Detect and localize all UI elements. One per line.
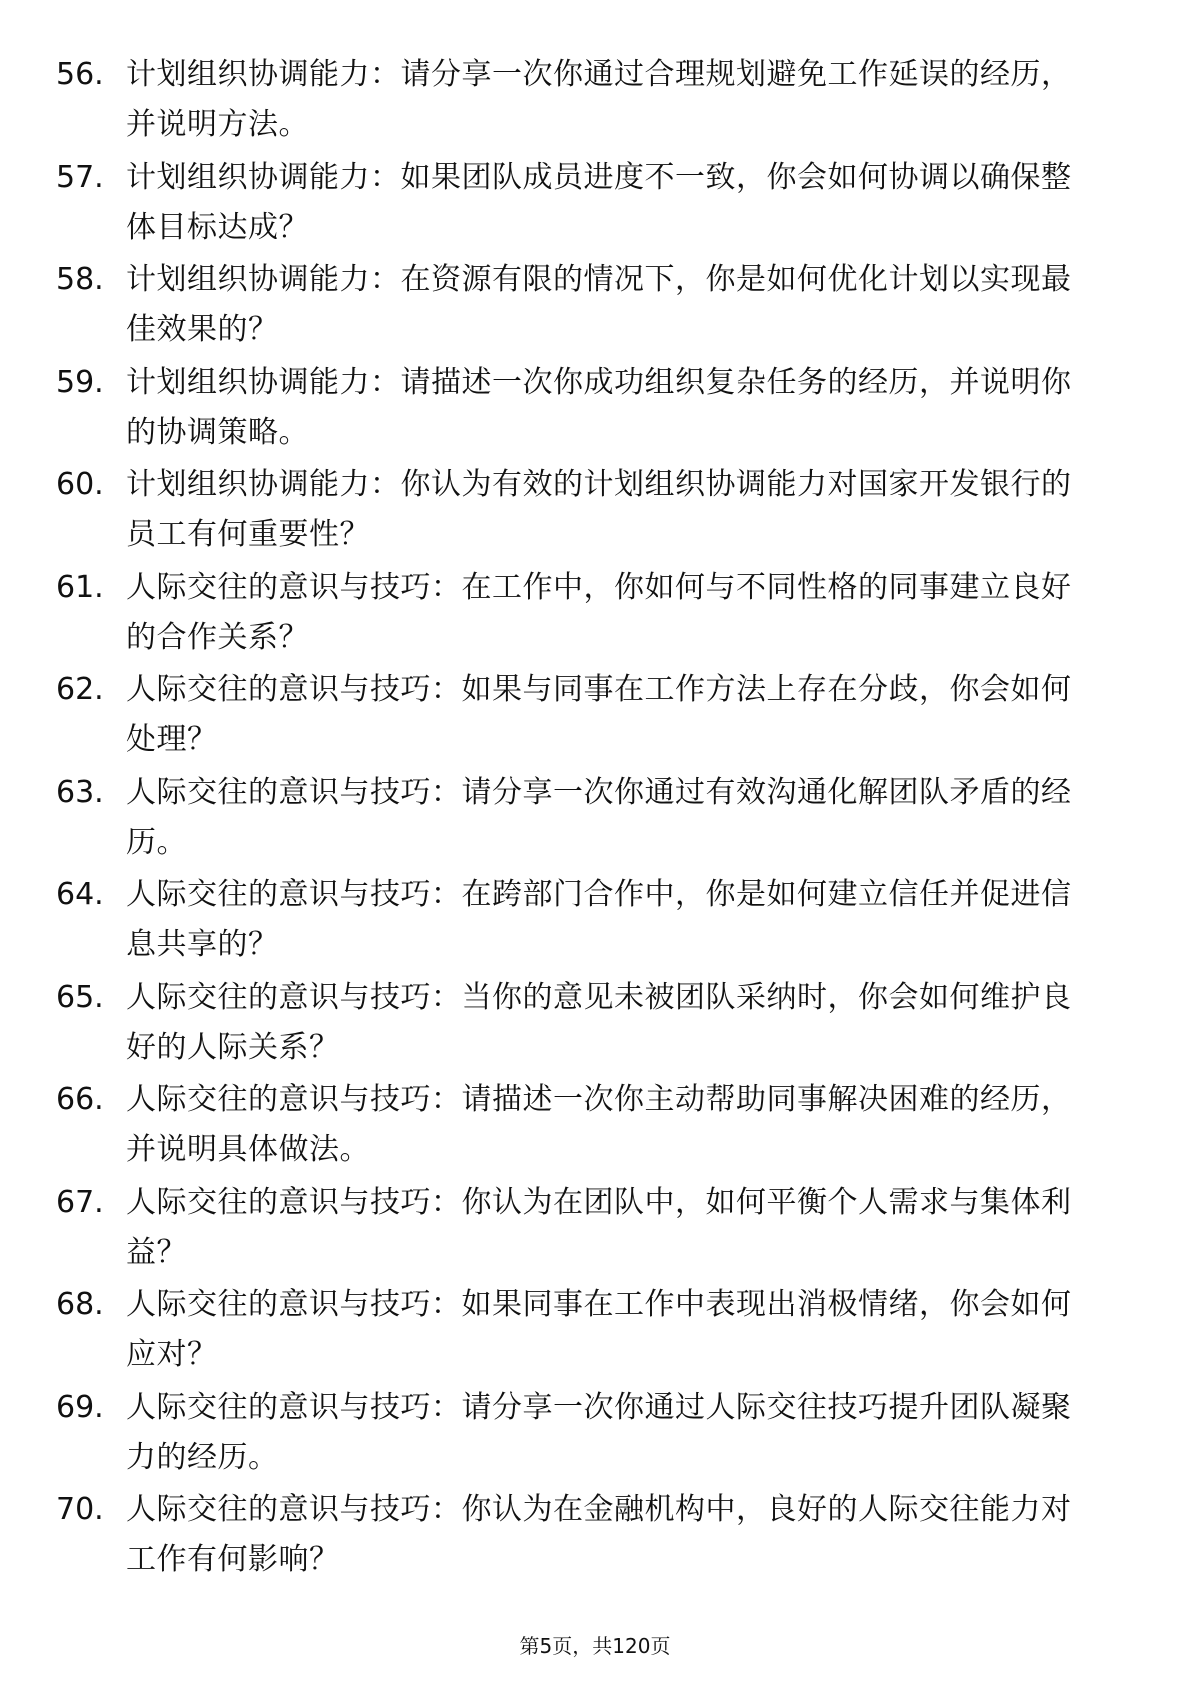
question-text: 人际交往的意识与技巧：如果同事在工作中表现出消极情绪，你会如何应对？ bbox=[126, 1287, 1072, 1372]
list-item bbox=[56, 460, 1116, 563]
list-item bbox=[56, 153, 1116, 256]
list-item bbox=[56, 1280, 1116, 1383]
question-number: 68. bbox=[56, 1287, 104, 1322]
question-text: 计划组织协调能力：在资源有限的情况下，你是如何优化计划以实现最佳效果的？ bbox=[126, 262, 1072, 347]
question-number: 62. bbox=[56, 672, 104, 707]
question-text: 计划组织协调能力：你认为有效的计划组织协调能力对国家开发银行的员工有何重要性？ bbox=[126, 467, 1072, 552]
list-item bbox=[56, 1383, 1116, 1486]
question-text: 人际交往的意识与技巧：在跨部门合作中，你是如何建立信任并促进信息共享的？ bbox=[126, 877, 1072, 962]
list-item bbox=[56, 255, 1116, 358]
question-number: 70. bbox=[56, 1492, 104, 1527]
question-number: 58. bbox=[56, 262, 104, 297]
question-text: 人际交往的意识与技巧：请分享一次你通过人际交往技巧提升团队凝聚力的经历。 bbox=[126, 1389, 1072, 1475]
question-number: 56. bbox=[56, 57, 104, 92]
question-text: 人际交往的意识与技巧：请分享一次你通过有效沟通化解团队矛盾的经历。 bbox=[126, 774, 1072, 860]
list-item bbox=[56, 870, 1116, 973]
question-number: 64. bbox=[56, 877, 104, 912]
question-text: 人际交往的意识与技巧：在工作中，你如何与不同性格的同事建立良好的合作关系？ bbox=[126, 569, 1072, 655]
question-number: 59. bbox=[56, 364, 104, 400]
question-text: 人际交往的意识与技巧：你认为在团队中，如何平衡个人需求与集体利益？ bbox=[126, 1184, 1072, 1270]
question-number: 67. bbox=[56, 1184, 104, 1220]
page-footer: 第5页，共120页 bbox=[519, 1634, 671, 1658]
question-number: 63. bbox=[56, 774, 104, 810]
question-text: 人际交往的意识与技巧：当你的意见未被团队采纳时，你会如何维护良好的人际关系？ bbox=[126, 979, 1072, 1065]
list-item bbox=[56, 768, 1116, 871]
question-number: 66. bbox=[56, 1082, 104, 1117]
list-item bbox=[56, 973, 1116, 1076]
question-list bbox=[56, 50, 1116, 1588]
question-text: 人际交往的意识与技巧：你认为在金融机构中，良好的人际交往能力对工作有何影响？ bbox=[126, 1492, 1072, 1577]
question-number: 65. bbox=[56, 979, 104, 1015]
question-number: 60. bbox=[56, 467, 104, 502]
question-number: 61. bbox=[56, 569, 104, 605]
list-item bbox=[56, 50, 1116, 153]
list-item bbox=[56, 563, 1116, 666]
question-number: 69. bbox=[56, 1389, 104, 1425]
list-item bbox=[56, 1075, 1116, 1178]
question-text: 计划组织协调能力：请分享一次你通过合理规划避免工作延误的经历，并说明方法。 bbox=[126, 57, 1072, 142]
question-text: 人际交往的意识与技巧：请描述一次你主动帮助同事解决困难的经历，并说明具体做法。 bbox=[126, 1082, 1072, 1167]
question-text: 计划组织协调能力：如果团队成员进度不一致，你会如何协调以确保整体目标达成？ bbox=[126, 159, 1072, 245]
list-item bbox=[56, 1178, 1116, 1281]
list-item bbox=[56, 1485, 1116, 1588]
question-number: 57. bbox=[56, 159, 104, 195]
question-text: 计划组织协调能力：请描述一次你成功组织复杂任务的经历，并说明你的协调策略。 bbox=[126, 364, 1072, 450]
list-item bbox=[56, 665, 1116, 768]
list-item bbox=[56, 358, 1116, 461]
question-text: 人际交往的意识与技巧：如果与同事在工作方法上存在分歧，你会如何处理？ bbox=[126, 672, 1072, 757]
